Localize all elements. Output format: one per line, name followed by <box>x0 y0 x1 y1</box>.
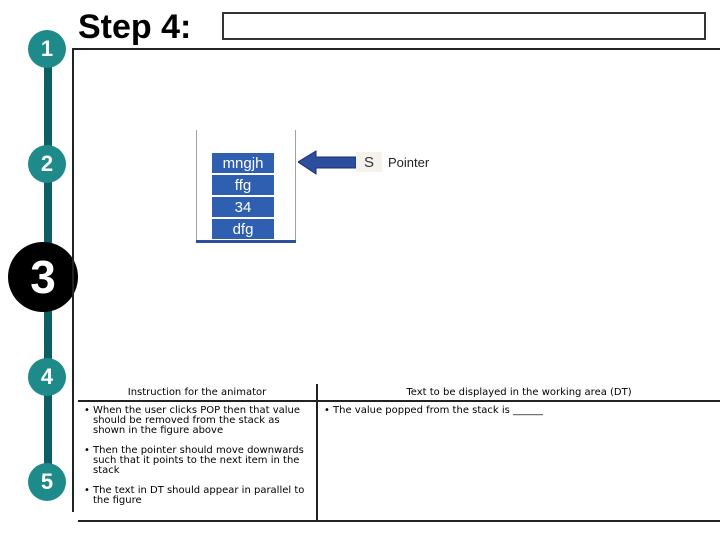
stack-item: dfg <box>212 219 274 239</box>
pointer-arrow-icon <box>298 150 358 176</box>
dt-text-cell <box>317 401 720 521</box>
step-1[interactable] <box>28 30 66 68</box>
animator-instruction: • When the user clicks POP then that value should be removed from the stack as shown in the figure above <box>84 406 310 436</box>
pointer-label: Pointer <box>388 155 430 170</box>
step-5-label: 5 <box>40 469 54 494</box>
stack-item: mngjh <box>212 153 274 173</box>
step-3[interactable] <box>8 242 78 312</box>
pointer-symbol: S <box>356 152 382 172</box>
instruction-table <box>78 384 720 522</box>
page-title: Step 4: <box>78 8 192 46</box>
stack-item: 34 <box>212 197 274 217</box>
animator-instructions-cell <box>78 401 317 521</box>
animator-instruction: • Then the pointer should move downwards such that it points to the next item in the stack <box>84 446 310 476</box>
step-2-label: 2 <box>40 151 54 176</box>
stack-base <box>196 240 296 243</box>
step-1-label: 1 <box>40 36 54 61</box>
step-2[interactable] <box>28 145 66 183</box>
step-4-label: 4 <box>40 364 54 389</box>
step-3-label: 3 <box>30 251 56 303</box>
dt-text: • The value popped from the stack is ______ <box>324 406 714 416</box>
step-5[interactable] <box>28 463 66 501</box>
animator-instruction: • The text in DT should appear in parallel to the figure <box>84 486 310 506</box>
animator-column-header: Instruction for the animator <box>78 384 317 401</box>
title-text-box[interactable] <box>222 12 706 40</box>
dt-column-header: Text to be displayed in the working area (DT) <box>317 384 720 401</box>
step-4[interactable] <box>28 358 66 396</box>
stack-item: ffg <box>212 175 274 195</box>
